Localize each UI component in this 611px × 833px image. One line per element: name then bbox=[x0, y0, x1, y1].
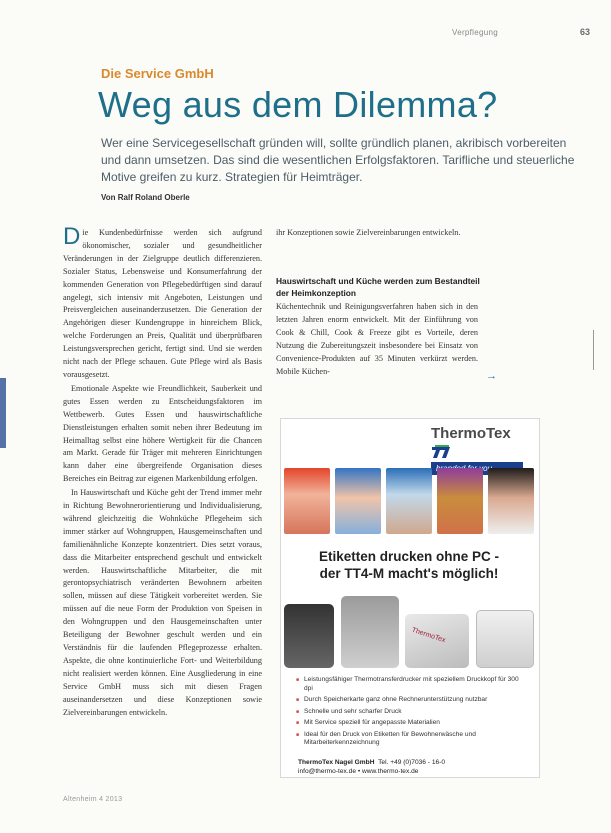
printer-image bbox=[284, 604, 334, 668]
logo-mark-icon bbox=[431, 445, 451, 459]
margin-rule bbox=[593, 330, 594, 370]
running-header-section: Verpflegung bbox=[452, 28, 499, 37]
page-edge-tab bbox=[0, 378, 6, 448]
printer-image bbox=[341, 596, 399, 668]
body-column-1 bbox=[63, 223, 262, 720]
article-byline: Von Ralf Roland Oberle bbox=[101, 193, 190, 202]
ad-headline-line: der TT4-M macht's möglich! bbox=[319, 566, 499, 581]
ad-headline bbox=[281, 548, 537, 582]
ad-photo bbox=[488, 468, 534, 534]
list-item: ■ Leistungsfähiger Thermotransferdrucker mit speziellem Druckkopf für 300 dpi bbox=[296, 676, 528, 693]
ad-photo bbox=[437, 468, 483, 534]
list-item: ■ Mit Service speziell für angepasste Materialien bbox=[296, 719, 528, 728]
article-lead: Wer eine Servicegesellschaft gründen will, sollte gründlich planen, akribisch vorbereiten und dann umsetzen. Das sind die wesentlichen Erfolgsfaktoren. Tarifliche und steuerliche Motive greifen zu kurz. Strategien für Heimträger. bbox=[101, 136, 575, 184]
article-headline: Weg aus dem Dilemma? bbox=[98, 84, 498, 125]
ad-phone: Tel. +49 (0)7036 - 16-0 bbox=[378, 759, 446, 766]
ad-photo bbox=[335, 468, 381, 534]
paragraph: ihr Konzeptionen sowie Zielvereinbarungen entwickeln. bbox=[276, 228, 461, 237]
list-item: ■ Durch Speicherkarte ganz ohne Rechnerunterstützung nutzbar bbox=[296, 696, 528, 705]
section-subhead: Hauswirtschaft und Küche werden zum Bestandteil der Heimkonzeption bbox=[276, 276, 480, 298]
ad-headline-line: Etiketten drucken ohne PC - bbox=[318, 549, 500, 564]
logo-text: ThermoTex bbox=[431, 425, 511, 442]
page-number: 63 bbox=[580, 27, 591, 37]
page-footer: Altenheim 4 2013 bbox=[63, 796, 123, 803]
ad-contact bbox=[298, 758, 510, 776]
paragraph: Emotionale Aspekte wie Freundlichkeit, Sauberkeit und gutes Essen werden zu Entscheidungsfaktoren im Wettbewerb. Gutes Essen und hauswirtschaftliche Dienstleistungen erhalten somit neben ihrer Bedeutung im Heimalltag selbst eine höhere Wertigkeit für die Chancen am Markt. Gerade für Träger mit mehreren Einrichtungen kann daher eine übergreifende Organisation dieses Bereiches ein Beitrag zur eigenen Markenbildung erfolgen. bbox=[63, 383, 262, 484]
body-column-2-top bbox=[276, 227, 480, 240]
body-column-2: Küchentechnik und Reinigungsverfahren haben sich in den letzten Jahren enorm entwickelt. Mit der Einführung von Cook & Chill, Cook & Freeze gibt es Vorteile, deren Nutzung die Zubereitungszeit insbesondere bei Einsatz von Convenience-Produkten auf 35 Minuten verkürzt werden. Mobile Küchen- bbox=[276, 302, 478, 376]
list-item: ■ Schnelle und sehr scharfer Druck bbox=[296, 708, 528, 717]
logo-tagline: you bbox=[431, 462, 523, 475]
ad-company: ThermoTex Nagel GmbH bbox=[298, 759, 375, 766]
ad-photo bbox=[386, 468, 432, 534]
label-image bbox=[405, 614, 469, 668]
ad-photo-strip bbox=[284, 468, 534, 536]
article-kicker: Die Service GmbH bbox=[101, 66, 214, 81]
label-print-text: ThermoTex bbox=[411, 626, 447, 645]
dropcap: D bbox=[63, 223, 81, 250]
label-roll-image bbox=[476, 610, 534, 668]
paragraph: In Hauswirtschaft und Küche geht der Trend immer mehr in Richtung Bewohnerorientierung und Individualisierung, während gleichzeitig die Wohnküche Pflegeheim sich immer stärker auf Wohngruppen, Hausgemeinschaften und familienähnliche Konzepte konzentriert. Dies setzt voraus, dass die Mitarbeiter entsprechend geschult und entwickelt werden. Hauswirtschaftliche Mitarbeiter, die mit gerontopsychiatrisch veränderten Bewohnern arbeiten sollen, müssen auf diese Tätigkeit vorbereitet werden. Sie müssen auf die neue Form der Produktion von Speisen in den Wohngruppen und den Hausgemeinschaften unter Beteiligung der Bewohner geschult werden und ein Verständnis für die laufenden Pflegeprozesse erhalten. Aspekte, die ohne kontinuierliche Fort- und Weiterbildung nicht realisiert werden können. Eine Ausgliederung in eine Service GmbH muss sich mit diesen Fragen auseinandersetzen und diese Konzeptionen sowie Zielvereinbarungen entwickeln. bbox=[63, 488, 262, 717]
ad-product-images bbox=[284, 588, 534, 668]
list-item: ■ Ideal für den Druck von Etiketten für Bewohnerwäsche und Mitarbeiterkennzeichnung bbox=[296, 731, 528, 748]
ad-web-contact: info@thermo-tex.de • www.thermo-tex.de bbox=[298, 768, 419, 775]
continue-arrow-icon: → bbox=[486, 370, 497, 382]
ad-photo bbox=[284, 468, 330, 534]
ad-feature-list bbox=[296, 676, 528, 751]
paragraph-text: ie Kundenbedürfnisse werden sich aufgrund ökonomischer, sozialer und gesundheitlicher Veränderungen in der Zielgruppe deutlich differenzieren. Sozialer Status, Lebensweise und Konsumerfahrung der kommenden Generation von Pflegebedürftigen sind darauf angelegt, sich intensiv mit Angeboten, Leistungen und Preisvergleichen auseinanderzusetzen. Die Generation der Angehörigen dieser Kundengruppe in hinreichem Blick, welche Forderungen an Preis, Qualität und überprüfbaren Leistungsversprechen gericht, fertigt sind. Und sie werden nicht nach der Pflege schauen. Gute Pflege wird als Basis vorausgesetzt. bbox=[63, 228, 262, 379]
paragraph bbox=[63, 223, 262, 382]
